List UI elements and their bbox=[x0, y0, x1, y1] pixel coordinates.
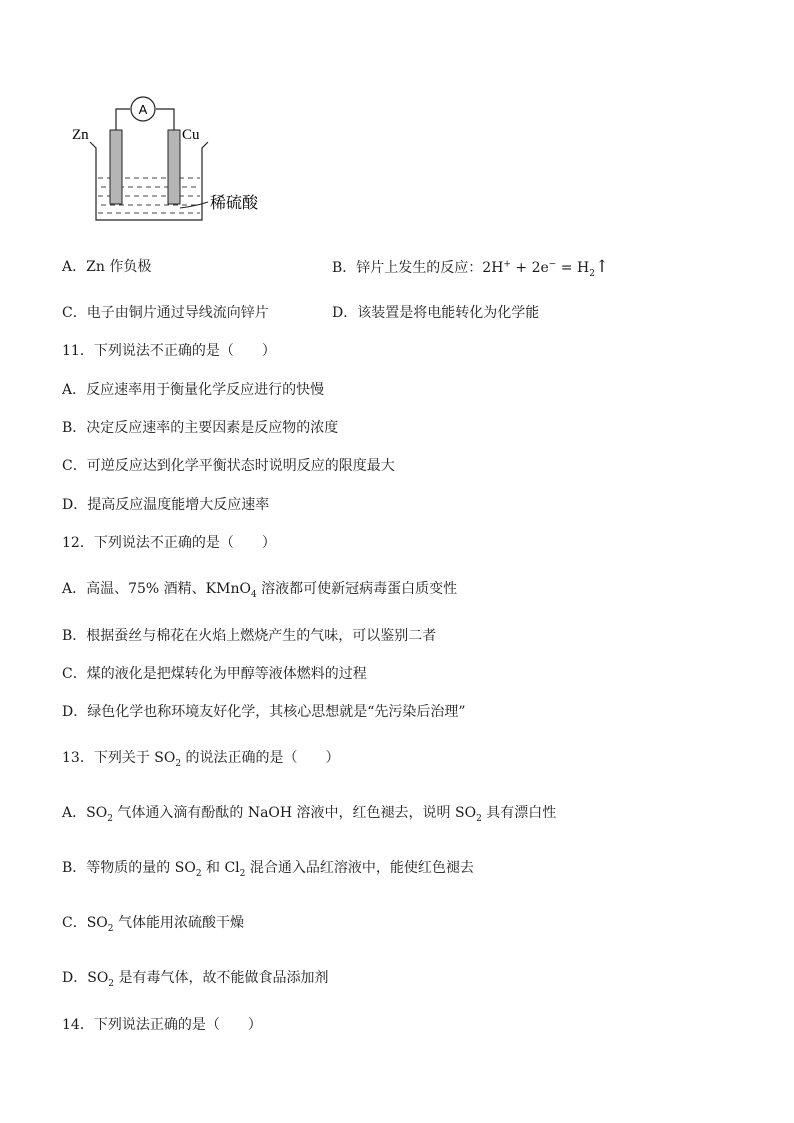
q12-option-a: A．高温、75% 酒精、KMnO$_4$ 溶液都可使新冠病毒蛋白质变性 bbox=[62, 581, 458, 600]
q12-option-d: D．绿色化学也称环境友好化学，其核心思想就是“先污染后治理” bbox=[62, 704, 466, 720]
q11-stem: 11．下列说法不正确的是（ ） bbox=[62, 343, 276, 359]
q11-option-b: B．决定反应速率的主要因素是反应物的浓度 bbox=[62, 420, 339, 436]
q11-option-a: A．反应速率用于衡量化学反应进行的快慢 bbox=[62, 382, 325, 398]
q10-option-c: C．电子由铜片通过导线流向锌片 bbox=[62, 305, 269, 321]
q13-option-d: D．$SO_2$ 是有毒气体，故不能做食品添加剂 bbox=[62, 970, 329, 989]
zn-label: Zn bbox=[72, 127, 89, 143]
q10-option-d: D．该装置是将电能转化为化学能 bbox=[332, 305, 540, 321]
q11-option-d: D．提高反应温度能增大反应速率 bbox=[62, 497, 270, 513]
q12-option-b: B．根据蚕丝与棉花在火焰上燃烧产生的气味，可以鉴别二者 bbox=[62, 628, 437, 644]
cu-label: Cu bbox=[182, 127, 200, 143]
q13-option-c: C．$SO_2$ 气体能用浓硫酸干燥 bbox=[62, 915, 244, 934]
q12-option-c: C．煤的液化是把煤转化为甲醇等液体燃料的过程 bbox=[62, 666, 367, 682]
q10-option-b: B．锌片上发生的反应：$2H^+ + 2e^- = H_2↑$ bbox=[332, 257, 610, 279]
ammeter-label: A bbox=[138, 102, 148, 117]
q14-stem: 14．下列说法正确的是（ ） bbox=[62, 1017, 262, 1033]
q13-stem: 13．下列关于 $SO_2$ 的说法正确的是（ ） bbox=[62, 750, 340, 769]
q10-option-a: A．Zn 作负极 bbox=[62, 259, 152, 275]
cu-electrode bbox=[168, 130, 180, 204]
q13-option-b: B．等物质的量的 $SO_2$ 和 $Cl_2$ 混合通入品红溶液中，能使红色褪去 bbox=[62, 860, 474, 879]
solution-label: 稀硫酸 bbox=[210, 193, 259, 212]
q12-stem: 12．下列说法不正确的是（ ） bbox=[62, 535, 276, 551]
beaker bbox=[90, 142, 208, 220]
q11-option-c: C．可逆反应达到化学平衡状态时说明反应的限度最大 bbox=[62, 458, 395, 474]
galvanic-cell-diagram bbox=[68, 92, 288, 227]
zn-electrode bbox=[110, 130, 122, 204]
q13-option-a: A．$SO_2$ 气体通入滴有酚酞的 NaOH 溶液中，红色褪去，说明 $SO_2$ 具有漂白性 bbox=[62, 805, 557, 824]
